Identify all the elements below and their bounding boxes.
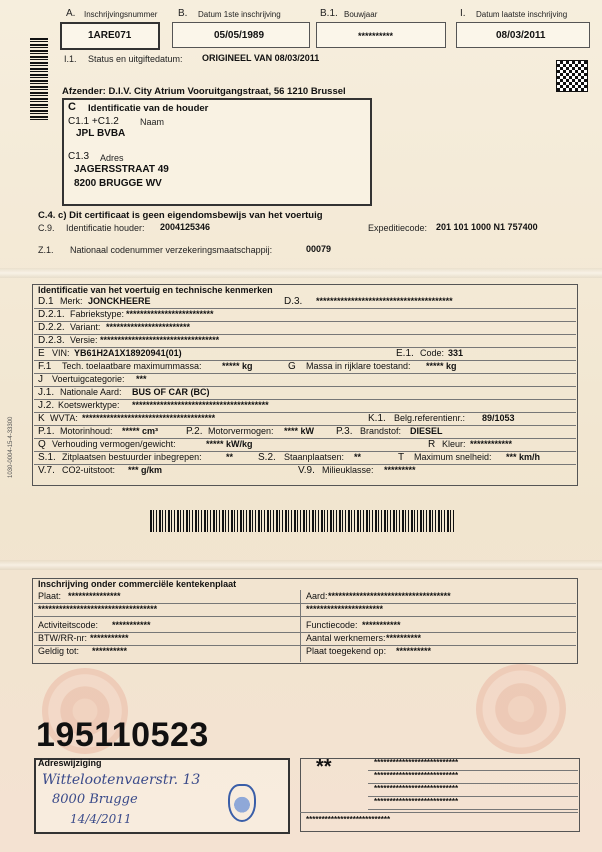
p2-code: P.2. bbox=[186, 426, 203, 437]
e-label: VIN: bbox=[52, 348, 70, 358]
holder-box bbox=[62, 98, 372, 206]
expedition-label: Expeditiecode: bbox=[368, 223, 428, 233]
c9-value: 2004125346 bbox=[160, 222, 211, 232]
aard-value: *********************************** bbox=[328, 591, 451, 601]
holder-name: JPL BVBA bbox=[76, 128, 126, 139]
bottom-line-5: *************************** bbox=[300, 812, 578, 824]
handwritten-city: 8000 Brugge bbox=[52, 792, 138, 807]
d22-value: ************************ bbox=[106, 322, 191, 332]
holder-name-code: C1.1 +C1.2 bbox=[68, 116, 119, 127]
p1-label: Motorinhoud: bbox=[60, 426, 113, 436]
registration-number: 1ARE071 bbox=[88, 30, 132, 41]
p3-code: P.3. bbox=[336, 426, 353, 437]
expedition-code: 201 101 1000 N1 757400 bbox=[436, 222, 538, 232]
s2-label: Staanplaatsen: bbox=[284, 452, 345, 462]
row-j bbox=[34, 374, 576, 387]
s2-code: S.2. bbox=[258, 452, 276, 463]
build-year: ********** bbox=[358, 31, 394, 41]
holder-address-code: C1.3 bbox=[68, 151, 90, 162]
activity-label: Activiteitscode: bbox=[38, 620, 99, 630]
f1-label: Tech. toelaatbare maximummassa: bbox=[62, 361, 202, 371]
g-code: G bbox=[288, 361, 296, 372]
q-code: Q bbox=[38, 439, 46, 450]
d23-value: ********************************** bbox=[100, 335, 220, 345]
comm-row-1 bbox=[34, 591, 576, 604]
status-code: I.1. bbox=[64, 54, 77, 64]
address-change-title: Adreswijziging bbox=[38, 758, 102, 768]
vehicle-title: Identificatie van het voertuig en technische kenmerken bbox=[38, 285, 273, 295]
comm-row-2 bbox=[34, 604, 576, 617]
handwritten-street: Wittelootenvaerstr. 13 bbox=[42, 772, 201, 788]
p1-code: P.1. bbox=[38, 426, 55, 437]
z1-value: 00079 bbox=[306, 244, 332, 254]
g-label: Massa in rijklare toestand: bbox=[306, 361, 411, 371]
a-label: Inschrijvingsnummer bbox=[84, 10, 158, 19]
row-v bbox=[34, 465, 576, 477]
bottom-line-3: *************************** bbox=[368, 784, 578, 797]
row-d22 bbox=[34, 322, 576, 335]
row-e bbox=[34, 348, 576, 361]
f1-value: ***** kg bbox=[222, 361, 253, 371]
z1-code: Z.1. bbox=[38, 245, 54, 255]
s1-label: Zitplaatsen bestuurder inbegrepen: bbox=[62, 452, 202, 462]
k1-code: K.1. bbox=[368, 413, 386, 424]
row-s bbox=[34, 452, 576, 465]
j-label: Voertuigcategorie: bbox=[52, 374, 125, 384]
r-label: Kleur: bbox=[442, 439, 466, 449]
vat-value: *********** bbox=[90, 633, 129, 643]
e1-label: Code: bbox=[420, 348, 445, 358]
last-registration-date: 08/03/2011 bbox=[496, 30, 546, 41]
serial-number: 195110523 bbox=[36, 716, 209, 754]
b-label: Datum 1ste inschrijving bbox=[198, 10, 281, 19]
function-value: *********** bbox=[362, 620, 401, 630]
bottom-right-lines bbox=[368, 758, 578, 810]
r-code: R bbox=[428, 439, 436, 450]
q-label: Verhouding vermogen/gewicht: bbox=[52, 439, 176, 449]
first-registration-date: 05/05/1989 bbox=[214, 30, 265, 41]
row-j2 bbox=[34, 400, 576, 413]
b1-code: B.1. bbox=[320, 8, 338, 19]
commercial-title: Inschrijving onder commerciële kentekenplaat bbox=[38, 579, 237, 589]
j1-label: Nationale Aard: bbox=[60, 387, 122, 397]
e1-value: 331 bbox=[448, 348, 464, 358]
plaat-value: *************** bbox=[68, 591, 121, 601]
t-code: T bbox=[398, 452, 405, 463]
comm-row-5 bbox=[34, 646, 576, 658]
plate-assigned-label: Plaat toegekend op: bbox=[306, 646, 387, 656]
employees-label: Aantal werknemers: bbox=[306, 633, 386, 643]
k-code: K bbox=[38, 413, 45, 424]
e-code: E bbox=[38, 348, 45, 359]
handwritten-date: 14/4/2011 bbox=[70, 812, 132, 826]
function-label: Functiecode: bbox=[306, 620, 358, 630]
row-q bbox=[34, 439, 576, 452]
bottom-right-mark: ** bbox=[316, 756, 332, 778]
z1-label: Nationaal codenummer verzekeringsmaatschappij: bbox=[70, 245, 273, 255]
d21-value: ************************* bbox=[126, 309, 214, 319]
j2-value: *************************************** bbox=[132, 400, 269, 410]
e-value: YB61H2A1X18920941(01) bbox=[74, 348, 182, 358]
row-d1 bbox=[34, 296, 576, 309]
d1-value: JONCKHEERE bbox=[88, 296, 151, 306]
i-code: I. bbox=[460, 8, 466, 19]
fold-line-2 bbox=[0, 560, 602, 570]
p3-label: Brandstof: bbox=[360, 426, 402, 436]
d22-code: D.2.2. bbox=[38, 322, 65, 333]
row-d23 bbox=[34, 335, 576, 348]
s1-value: ** bbox=[226, 452, 234, 462]
plate-assigned-value: ********** bbox=[396, 646, 432, 656]
v9-label: Milieuklasse: bbox=[322, 465, 374, 475]
row-d21 bbox=[34, 309, 576, 322]
d21-code: D.2.1. bbox=[38, 309, 65, 320]
vat-label: BTW/RR-nr: bbox=[38, 633, 87, 643]
row-j1 bbox=[34, 387, 576, 400]
p2-label: Motorvermogen: bbox=[208, 426, 274, 436]
document-barcode bbox=[150, 510, 454, 532]
c9-code: C.9. bbox=[38, 223, 55, 233]
aard-label: Aard: bbox=[306, 591, 328, 601]
t-value: *** km/h bbox=[506, 452, 541, 462]
bottom-line-2: *************************** bbox=[368, 771, 578, 784]
c9-label: Identificatie houder: bbox=[66, 223, 145, 233]
activity-value: *********** bbox=[112, 620, 151, 630]
j-code: J bbox=[38, 374, 43, 385]
p1-value: ***** cm³ bbox=[122, 426, 159, 436]
sender-address: Afzender: D.I.V. City Atrium Vooruitgangstraat, 56 1210 Brussel bbox=[62, 86, 346, 97]
holder-street: JAGERSSTRAAT 49 bbox=[74, 164, 169, 175]
k1-value: 89/1053 bbox=[482, 413, 515, 423]
s1-code: S.1. bbox=[38, 452, 56, 463]
q-value: ***** kW/kg bbox=[206, 439, 253, 449]
v7-value: *** g/km bbox=[128, 465, 163, 475]
j2-label: Koetswerktype: bbox=[58, 400, 120, 410]
g-value: ***** kg bbox=[426, 361, 457, 371]
comm-row-3 bbox=[34, 620, 576, 633]
k-label: WVTA: bbox=[50, 413, 78, 423]
official-stamp-icon bbox=[228, 784, 256, 822]
v9-value: ********* bbox=[384, 465, 416, 475]
c4-statement: C.4. c) Dit certificaat is geen eigendomsbewijs van het voertuig bbox=[38, 210, 323, 221]
b-code: B. bbox=[178, 8, 188, 19]
side-barcode bbox=[30, 38, 48, 120]
d23-code: D.2.3. bbox=[38, 335, 65, 346]
comm-row-4 bbox=[34, 633, 576, 646]
valid-until-value: ********** bbox=[92, 646, 128, 656]
d1-label: Merk: bbox=[60, 296, 83, 306]
row-k bbox=[34, 413, 576, 426]
d3-value: *************************************** bbox=[316, 296, 453, 306]
b1-label: Bouwjaar bbox=[344, 10, 378, 19]
fold-line bbox=[0, 268, 602, 278]
qr-code bbox=[556, 60, 588, 92]
k-value: ************************************** bbox=[82, 413, 216, 423]
v7-label: CO2-uitstoot: bbox=[62, 465, 116, 475]
comm-row2-left: ********************************** bbox=[38, 604, 158, 614]
k1-label: Belg.referentienr.: bbox=[394, 413, 466, 423]
bottom-line-1: *************************** bbox=[368, 758, 578, 771]
r-value: ************ bbox=[470, 439, 513, 449]
holder-name-label: Naam bbox=[140, 117, 165, 127]
d23-label: Versie: bbox=[70, 335, 98, 345]
j2-code: J.2. bbox=[38, 400, 55, 411]
a-code: A. bbox=[66, 8, 76, 19]
valid-until-label: Geldig tot: bbox=[38, 646, 80, 656]
t-label: Maximum snelheid: bbox=[414, 452, 492, 462]
side-vertical-text: 1030-0004-15-4-33300 bbox=[8, 416, 14, 478]
row-p bbox=[34, 426, 576, 439]
holder-title: Identificatie van de houder bbox=[88, 103, 209, 114]
bottom-line-4: *************************** bbox=[368, 797, 578, 810]
e1-code: E.1. bbox=[396, 348, 414, 359]
j1-code: J.1. bbox=[38, 387, 55, 398]
holder-code: C bbox=[68, 101, 76, 113]
employees-value: ********** bbox=[386, 633, 422, 643]
row-f1 bbox=[34, 361, 576, 374]
p2-value: **** kW bbox=[284, 426, 315, 436]
i-label: Datum laatste inschrijving bbox=[476, 10, 568, 19]
p3-value: DIESEL bbox=[410, 426, 443, 436]
s2-value: ** bbox=[354, 452, 362, 462]
holder-city: 8200 BRUGGE WV bbox=[74, 178, 162, 189]
status-value: ORIGINEEL VAN 08/03/2011 bbox=[202, 53, 320, 63]
d21-label: Fabriekstype: bbox=[70, 309, 125, 319]
holder-address-label: Adres bbox=[100, 153, 124, 163]
j-value: *** bbox=[136, 374, 147, 384]
d1-code: D.1 bbox=[38, 296, 54, 307]
f1-code: F.1 bbox=[38, 361, 52, 372]
comm-row2-right: ********************** bbox=[306, 604, 384, 614]
plaat-label: Plaat: bbox=[38, 591, 62, 601]
j1-value: BUS OF CAR (BC) bbox=[132, 387, 210, 397]
v9-code: V.9. bbox=[298, 465, 315, 476]
v7-code: V.7. bbox=[38, 465, 55, 476]
rosette-right-emblem bbox=[476, 664, 566, 754]
status-label: Status en uitgiftedatum: bbox=[88, 54, 183, 64]
d3-code: D.3. bbox=[284, 296, 303, 307]
d22-label: Variant: bbox=[70, 322, 101, 332]
